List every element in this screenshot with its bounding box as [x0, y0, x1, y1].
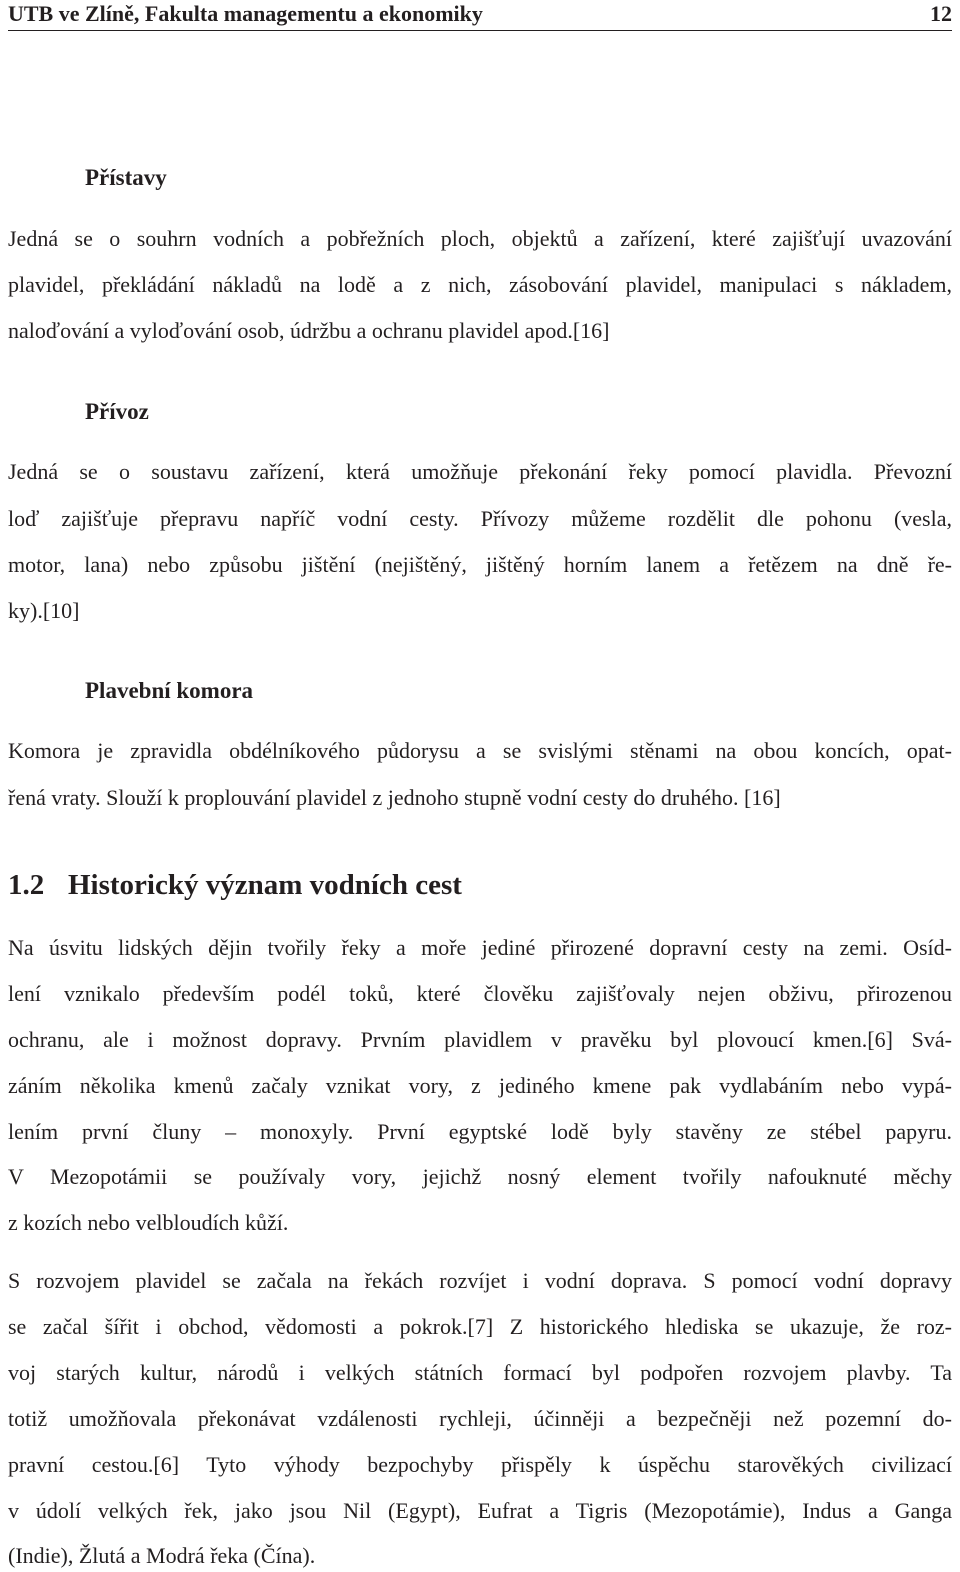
- text-line: Jedná se o soustavu zařízení, která umožňuje překonání řeky pomocí plavidla. Převozní: [8, 459, 952, 484]
- page-number: 12: [930, 1, 952, 26]
- text-line: V Mezopotámii se používaly vory, jejichž nosný element tvořily nafouknuté měchy: [8, 1164, 952, 1189]
- text-line: voj starých kultur, národů i velkých státních formací byl podpořen rozvojem plavby. Ta: [8, 1360, 952, 1385]
- text-line: ochranu, ale i možnost dopravy. Prvním plavidlem v pravěku byl plovoucí kmen.[6] Svá-: [8, 1027, 952, 1052]
- chapter-heading: [8, 869, 462, 902]
- text-line: S rozvojem plavidel se začala na řekách rozvíjet i vodní doprava. S pomocí vodní dopravy: [8, 1268, 952, 1293]
- text-line: lením první čluny – monoxyly. První egyptské lodě byly stavěny ze stébel papyru.: [8, 1119, 952, 1144]
- text-line: ky).[10]: [8, 598, 80, 623]
- text-line: řená vraty. Slouží k proplouvání plavidel z jednoho stupně vodní cesty do druhého. [16]: [8, 785, 781, 810]
- text-line: motor, lana) nebo způsobu jištění (nejištěný, jištěný horním lanem a řetězem na dně ře-: [8, 552, 952, 577]
- chapter-title: Historický význam vodních cest: [68, 869, 462, 901]
- text-line: záním několika kmenů začaly vznikat vory, z jediného kmene pak vydlabáním nebo vypá-: [8, 1073, 952, 1098]
- text-line: (Indie), Žlutá a Modrá řeka (Čína).: [8, 1543, 316, 1568]
- text-line: pravní cestou.[6] Tyto výhody bezpochyby přispěly k úspěchu starověkých civilizací: [8, 1452, 952, 1477]
- chapter-number: 1.2: [8, 869, 45, 901]
- subheading-privoz: Přívoz: [85, 399, 149, 424]
- text-line: z kozích nebo velbloudích kůží.: [8, 1210, 289, 1235]
- text-line: totiž umožňovala překonávat vzdálenosti rychleji, účinněji a bezpečněji než pozemní do-: [8, 1406, 952, 1431]
- text-line: Komora je zpravidla obdélníkového půdorysu a se svislými stěnami na obou koncích, opat-: [8, 738, 952, 763]
- header-title: UTB ve Zlíně, Fakulta managementu a ekonomiky: [8, 1, 483, 26]
- text-line: se začal šířit i obchod, vědomosti a pokrok.[7] Z historického hlediska se ukazuje, že roz-: [8, 1314, 952, 1339]
- text-line: lení vznikalo především podél toků, které člověku zajišťovaly nejen obživu, přirozenou: [8, 981, 952, 1006]
- running-header: [8, 0, 952, 31]
- text-line: Na úsvitu lidských dějin tvořily řeky a moře jediné přirozené dopravní cesty na zemi. Osíd-: [8, 935, 952, 960]
- text-line: Jedná se o souhrn vodních a pobřežních ploch, objektů a zařízení, které zajišťují uvazování: [8, 226, 952, 251]
- subheading-komora: Plavební komora: [85, 678, 254, 703]
- text-line: v údolí velkých řek, jako jsou Nil (Egypt), Eufrat a Tigris (Mezopotámie), Indus a Ganga: [8, 1498, 952, 1523]
- text-line: naloďování a vyloďování osob, údržbu a ochranu plavidel apod.[16]: [8, 318, 610, 343]
- subheading-pristavy: Přístavy: [85, 165, 167, 190]
- text-line: loď zajišťuje přepravu napříč vodní cesty. Přívozy můžeme rozdělit dle pohonu (vesla,: [8, 506, 952, 531]
- text-line: plavidel, překládání nákladů na lodě a z nich, zásobování plavidel, manipulaci s nákladem,: [8, 272, 952, 297]
